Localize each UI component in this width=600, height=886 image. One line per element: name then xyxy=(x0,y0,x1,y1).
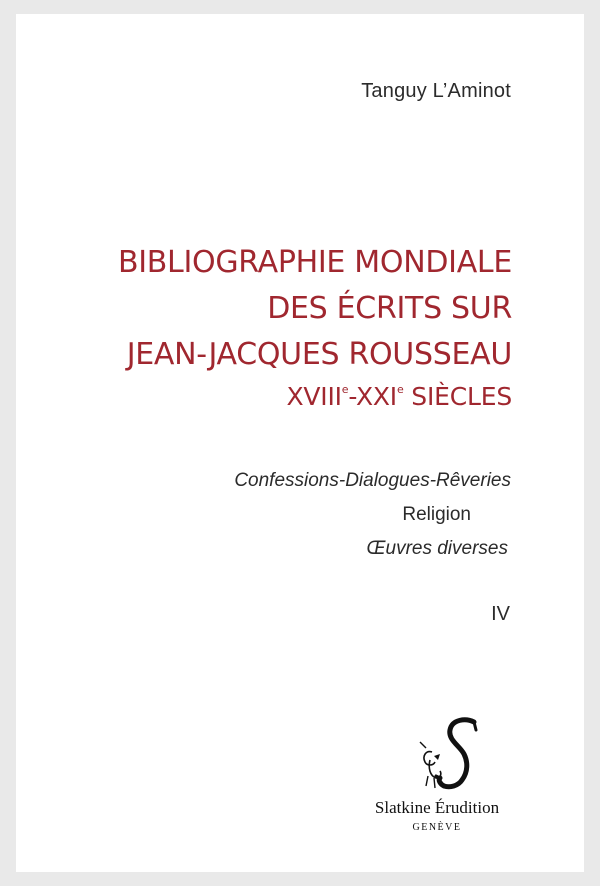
century-separator: - xyxy=(348,382,356,411)
century-end-sup: e xyxy=(396,383,404,396)
slatkine-s-monogram-icon xyxy=(416,716,488,798)
volume-number: IV xyxy=(491,603,510,625)
book-title xyxy=(118,240,512,378)
publisher-city: GENÈVE xyxy=(412,822,462,833)
book-cover xyxy=(16,14,584,872)
title-line-1: BIBLIOGRAPHIE MONDIALE xyxy=(117,245,512,280)
century-end: XXI xyxy=(355,382,397,411)
subject-religion: Religion xyxy=(402,504,471,525)
title-line-2: DES ÉCRITS SUR xyxy=(267,291,512,326)
subjects-list xyxy=(234,464,511,566)
centuries-word: SIÈCLES xyxy=(403,382,512,411)
subject-confessions: Confessions-Dialogues-Rêveries xyxy=(234,470,511,491)
publisher-name: Slatkine Érudition xyxy=(374,798,500,817)
title-line-3: JEAN-JACQUES ROUSSEAU xyxy=(126,337,512,372)
subject-oeuvres: Œuvres diverses xyxy=(366,538,508,559)
centuries-subtitle xyxy=(286,382,512,411)
century-start-sup: e xyxy=(341,383,349,396)
century-start: XVIII xyxy=(286,382,342,411)
author-name: Tanguy L’Aminot xyxy=(361,80,511,102)
publisher-block xyxy=(16,798,584,833)
